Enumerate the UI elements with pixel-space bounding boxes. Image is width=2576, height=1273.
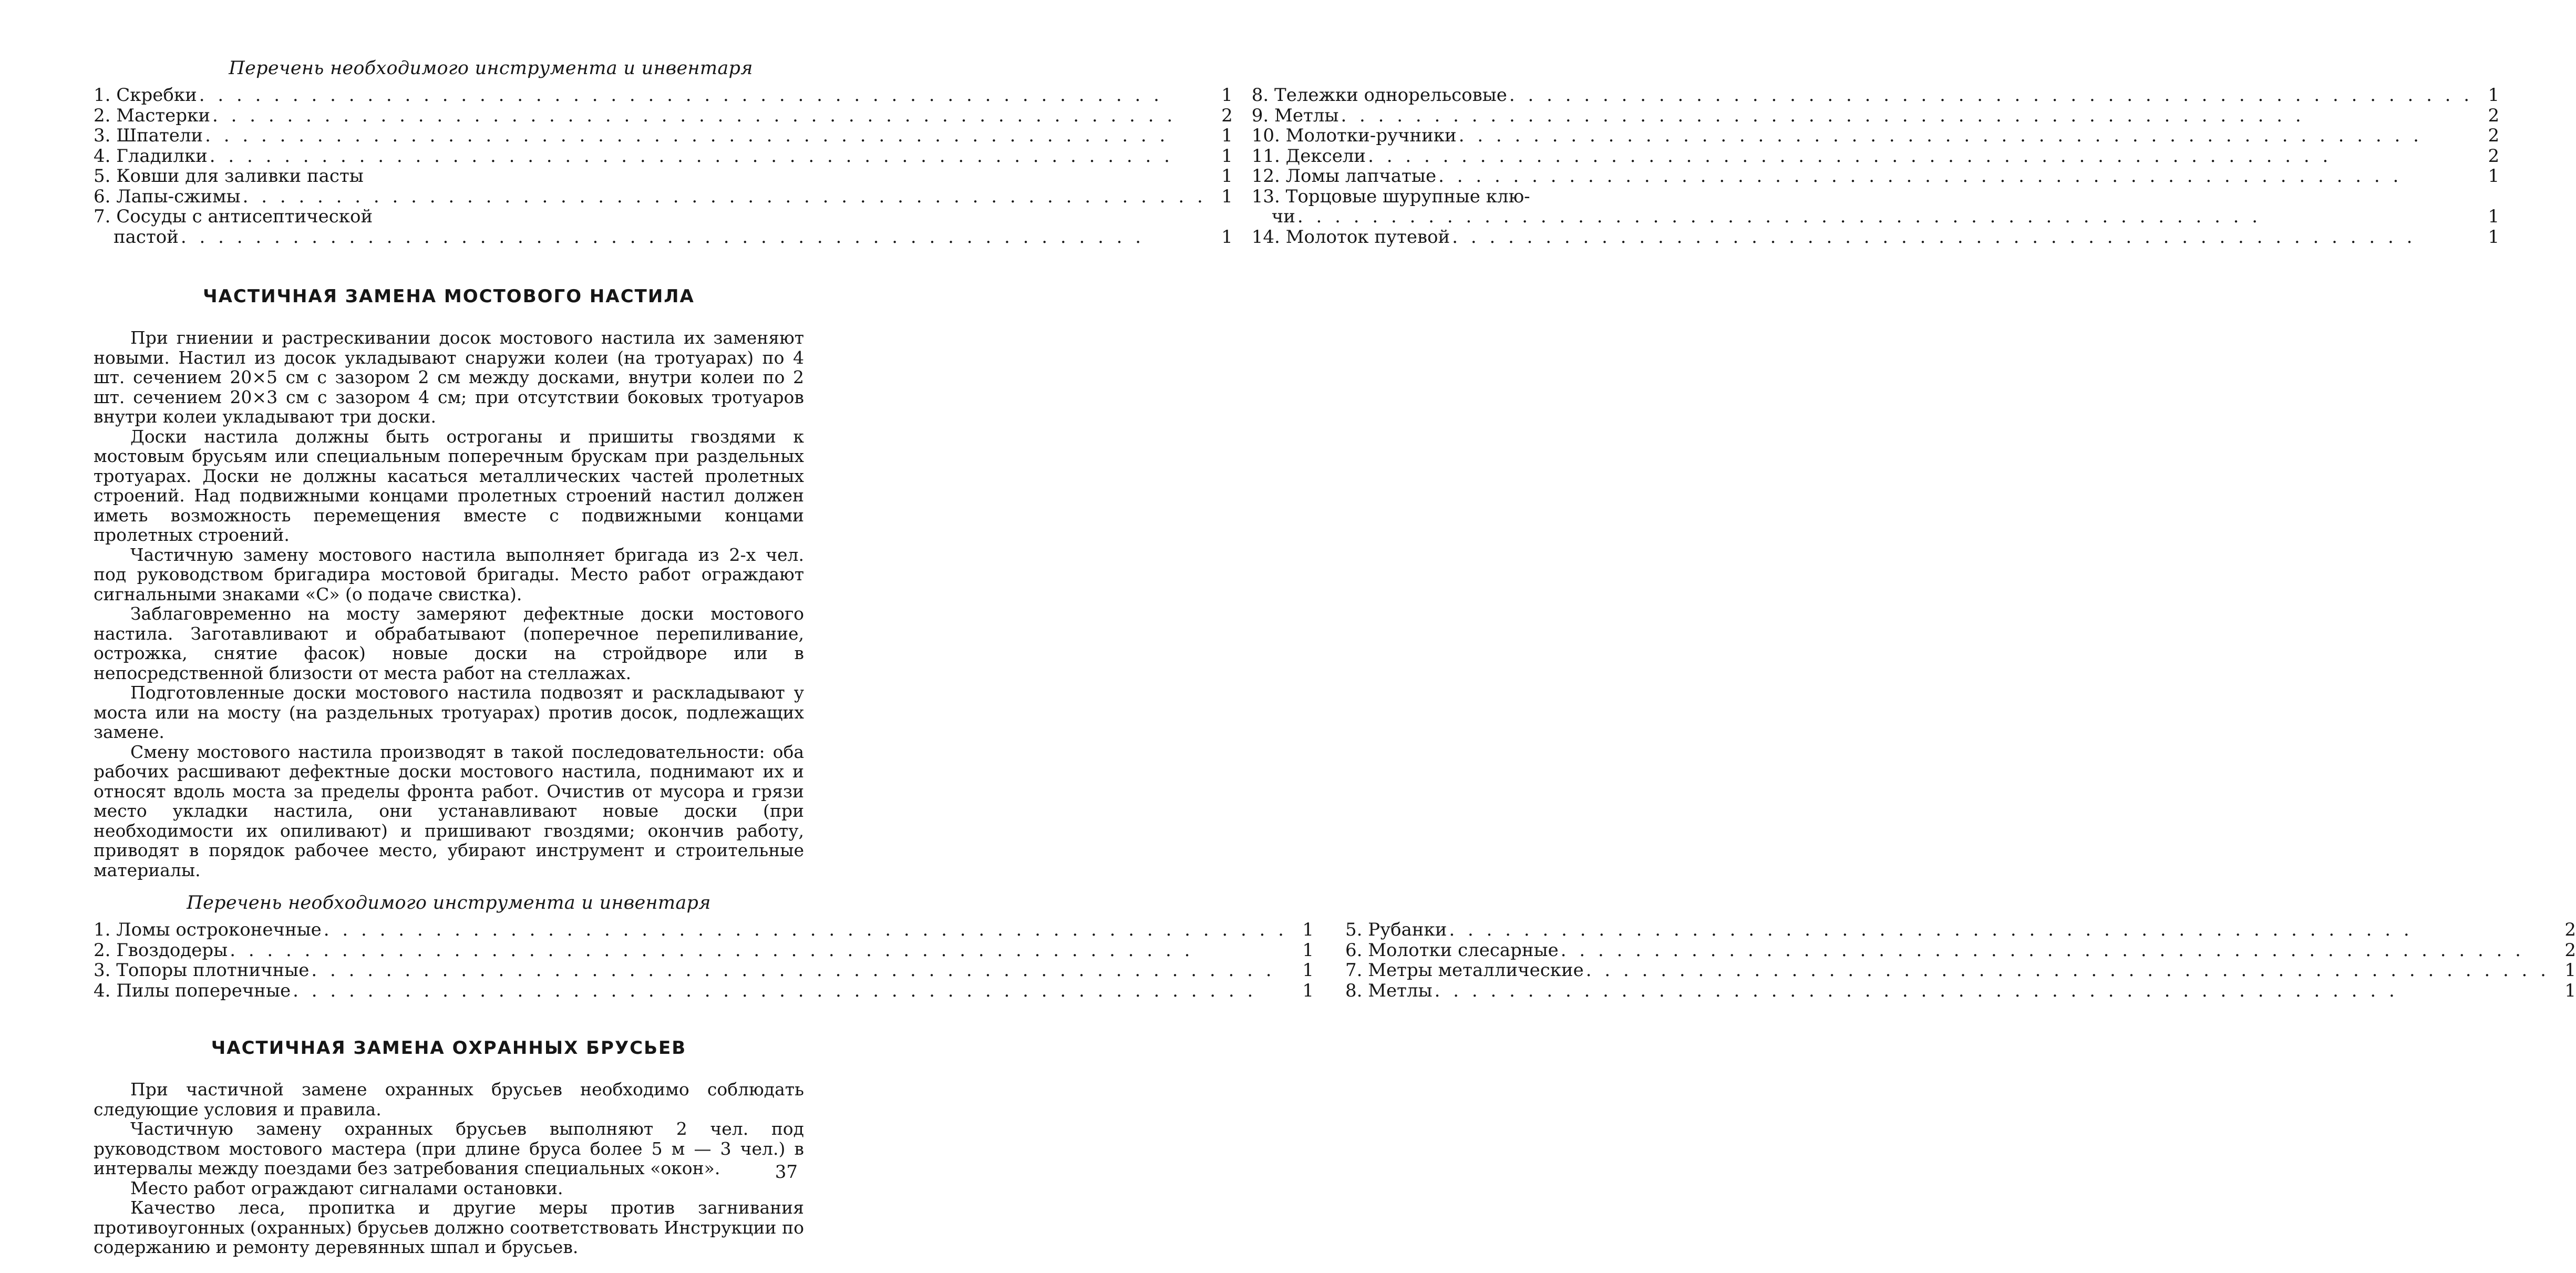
list-item: пастой . . . 1 bbox=[94, 227, 1233, 248]
paragraph: Качество леса, пропитка и другие меры против загнивания противоугонных (охранных) брусьев должно соответствовать Инструкции по содержанию и ремонту деревянных шпал и брусьев. bbox=[94, 1197, 804, 1257]
list-item: 1. Ломы остроконечные . . . 1 bbox=[94, 920, 1314, 940]
paragraph: Подготовленные доски мостового настила подвозят и раскладывают у моста или на мосту (на раздельных тротуарах) против досок, подлежащих замене. bbox=[94, 682, 804, 742]
tools-list-1 bbox=[94, 85, 2500, 248]
paragraph: Заблаговременно на мосту замеряют дефектные доски мостового настила. Заготавливают и обрабатывают (поперечное перепиливание, острожка, снятие фасок) новые доски на стройдворе или в непосредственной близости от места работ на стеллажах. bbox=[94, 603, 804, 683]
list-item: 4. Гладилки . . . 1 bbox=[94, 146, 1233, 167]
paragraph: Частичную замену охранных брусьев выполняют 2 чел. под руководством мостового мастера (при длине бруса более 5 м — 3 чел.) в интервалы между поездами без затребования специальных «окон». bbox=[94, 1118, 804, 1178]
paragraph: При частичной замене охранных брусьев необходимо соблюдать следующие условия и правила. bbox=[94, 1079, 804, 1120]
list-item: 14. Молоток путевой . . . 1 bbox=[1252, 227, 2499, 248]
list-item: 1. Скребки . . . 1 bbox=[94, 85, 1233, 106]
list-item: 6. Молотки слесарные . . . 2 bbox=[1345, 940, 2576, 961]
tools-list-1-right bbox=[1252, 85, 2499, 247]
tools-list-title-1: Перечень необходимого инструмента и инвентаря bbox=[229, 58, 753, 79]
tools-list-2 bbox=[94, 919, 2576, 1001]
paragraph: Доски настила должны быть остроганы и пришиты гвоздями к мостовым брусьям или специальным поперечным брускам при раздельных тротуарах. Доски не должны касаться металлических частей пролетных строений. Над подвижными концами пролетных строений настил должен иметь возможность перемещения вместе с подвижными концами пролетных строений. bbox=[94, 426, 804, 545]
tools-list-2-left bbox=[94, 920, 1314, 1001]
list-item: 5. Ковши для заливки пасты 1 bbox=[94, 166, 1233, 187]
list-item: 3. Топоры плотничные . . . 1 bbox=[94, 960, 1314, 981]
section-heading-bridge-deck: ЧАСТИЧНАЯ ЗАМЕНА МОСТОВОГО НАСТИЛА bbox=[203, 286, 695, 307]
list-item: 8. Метлы . . . 1 bbox=[1345, 981, 2576, 1001]
section-heading-guard-timbers: ЧАСТИЧНАЯ ЗАМЕНА ОХРАННЫХ БРУСЬЕВ bbox=[211, 1038, 687, 1059]
list-item: 11. Дексели . . . 2 bbox=[1252, 146, 2499, 167]
list-item: 10. Молотки-ручники . . . 2 bbox=[1252, 126, 2499, 146]
section-body-bridge-deck bbox=[94, 328, 804, 880]
list-item: 13. Торцовые шурупные клю- bbox=[1251, 186, 1530, 207]
list-item: чи . . . 1 bbox=[1252, 207, 2499, 227]
list-item: 8. Тележки однорельсовые . . . 1 bbox=[1252, 85, 2499, 106]
page-number: 37 bbox=[775, 1162, 798, 1183]
tools-list-2-right bbox=[1345, 920, 2576, 1001]
tools-list-1-left bbox=[94, 85, 1233, 247]
list-item: 2. Гвоздодеры . . . 1 bbox=[94, 940, 1314, 961]
paragraph: Смену мостового настила производят в такой последовательности: оба рабочих расшивают дефектные доски мостового настила, поднимают их и относят вдоль моста за пределы фронта работ. Очистив от мусора и грязи место укладки настила, они устанавливают новые доски (при необходимости их опиливают) и пришивают гвоздями; окончив работу, приводят в порядок рабочее место, убирают инструмент и строительные материалы. bbox=[94, 741, 804, 880]
list-item: 7. Сосуды с антисептической bbox=[94, 206, 373, 227]
list-item: 3. Шпатели . . . 1 bbox=[94, 126, 1233, 146]
list-item: 2. Мастерки . . . 2 bbox=[94, 106, 1233, 126]
list-item: 7. Метры металлические . . . 1 bbox=[1345, 960, 2576, 981]
list-item: 9. Метлы . . . 2 bbox=[1252, 106, 2499, 126]
section-body-guard-timbers bbox=[94, 1080, 804, 1257]
document-page bbox=[94, 57, 2576, 1257]
list-item: 5. Рубанки . . . 2 bbox=[1345, 920, 2576, 940]
list-item: 4. Пилы поперечные . . . 1 bbox=[94, 981, 1314, 1001]
list-item: 12. Ломы лапчатые . . . 1 bbox=[1252, 166, 2499, 187]
paragraph: Частичную замену мостового настила выполняет бригада из 2-х чел. под руководством бригадира мостовой бригады. Место работ ограждают сигнальными знаками «С» (о подаче свистка). bbox=[94, 544, 804, 604]
tools-list-title-2: Перечень необходимого инструмента и инвентаря bbox=[187, 892, 711, 913]
paragraph: Место работ ограждают сигналами остановки. bbox=[130, 1177, 563, 1198]
list-item: 6. Лапы-сжимы . . . 1 bbox=[94, 187, 1233, 207]
paragraph: При гниении и растрескивании досок мостового настила их заменяют новыми. Настил из досок укладывают снаружи колеи (на тротуарах) по 4 шт. сечением 20×5 см с зазором 2 см между досками, внутри колеи по 2 шт. сечением 20×3 см с зазором 4 см; при отсутствии боковых тротуаров внутри колеи укладывают три доски. bbox=[94, 327, 804, 427]
